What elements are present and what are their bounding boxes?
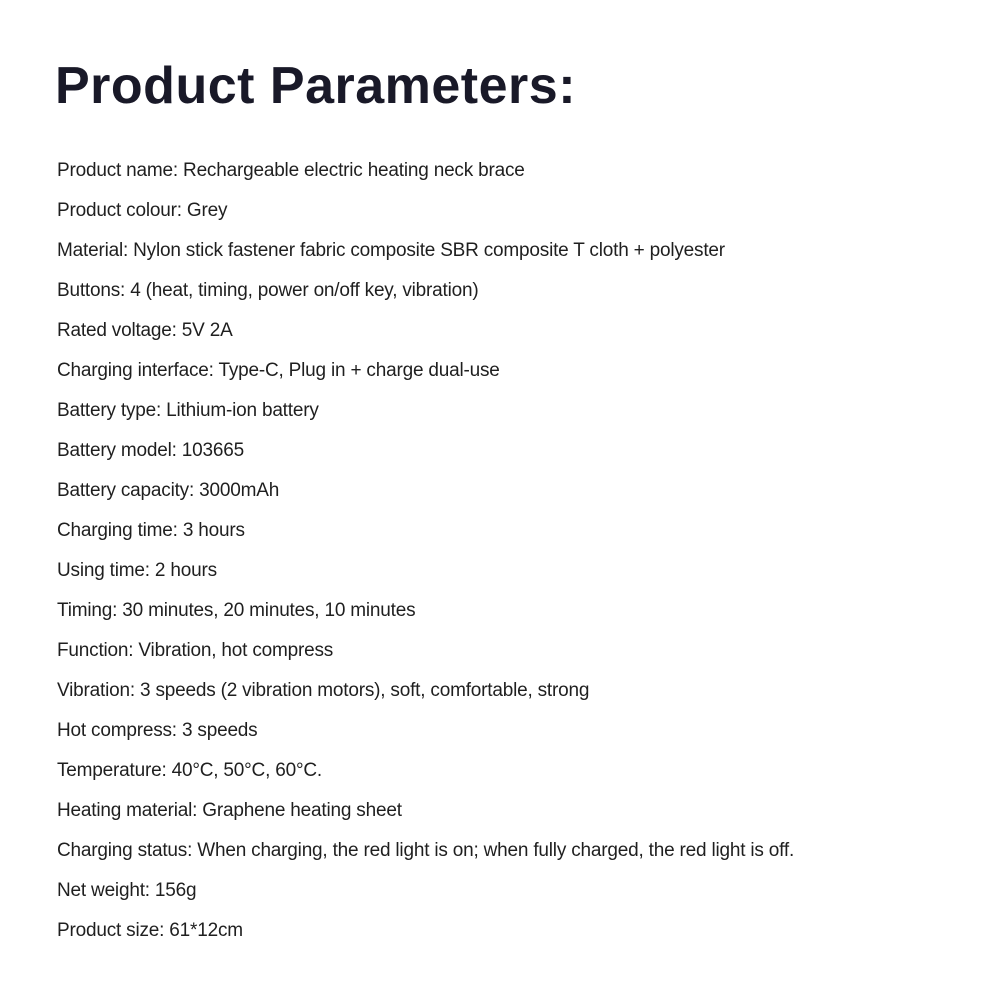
parameter-line: Battery type: Lithium-ion battery (57, 400, 319, 421)
parameter-line: Vibration: 3 speeds (2 vibration motors), soft, comfortable, strong (57, 680, 590, 701)
parameter-line: Product name: Rechargeable electric heating neck brace (57, 160, 525, 181)
parameter-list (0, 151, 1000, 951)
parameter-line: Battery model: 103665 (57, 440, 244, 461)
parameter-line: Charging time: 3 hours (57, 520, 245, 541)
parameter-line: Temperature: 40°C, 50°C, 60°C. (57, 760, 322, 781)
page-title: Product Parameters: (55, 57, 577, 115)
parameter-line: Timing: 30 minutes, 20 minutes, 10 minutes (57, 600, 416, 621)
parameter-line: Charging status: When charging, the red light is on; when fully charged, the red light is off. (57, 840, 795, 861)
parameter-line: Net weight: 156g (57, 880, 197, 901)
parameter-line: Product colour: Grey (57, 200, 228, 221)
parameter-line: Function: Vibration, hot compress (57, 640, 334, 661)
parameter-line: Battery capacity: 3000mAh (57, 480, 280, 501)
parameter-line: Hot compress: 3 speeds (57, 720, 258, 741)
parameter-line: Using time: 2 hours (57, 560, 217, 581)
parameter-line: Product size: 61*12cm (57, 920, 243, 941)
parameter-line: Charging interface: Type-C, Plug in + charge dual-use (57, 360, 500, 381)
parameter-line: Heating material: Graphene heating sheet (57, 800, 402, 821)
parameter-line: Rated voltage: 5V 2A (57, 320, 233, 341)
parameter-line: Material: Nylon stick fastener fabric composite SBR composite T cloth + polyester (57, 240, 725, 261)
parameter-line: Buttons: 4 (heat, timing, power on/off key, vibration) (57, 280, 479, 301)
